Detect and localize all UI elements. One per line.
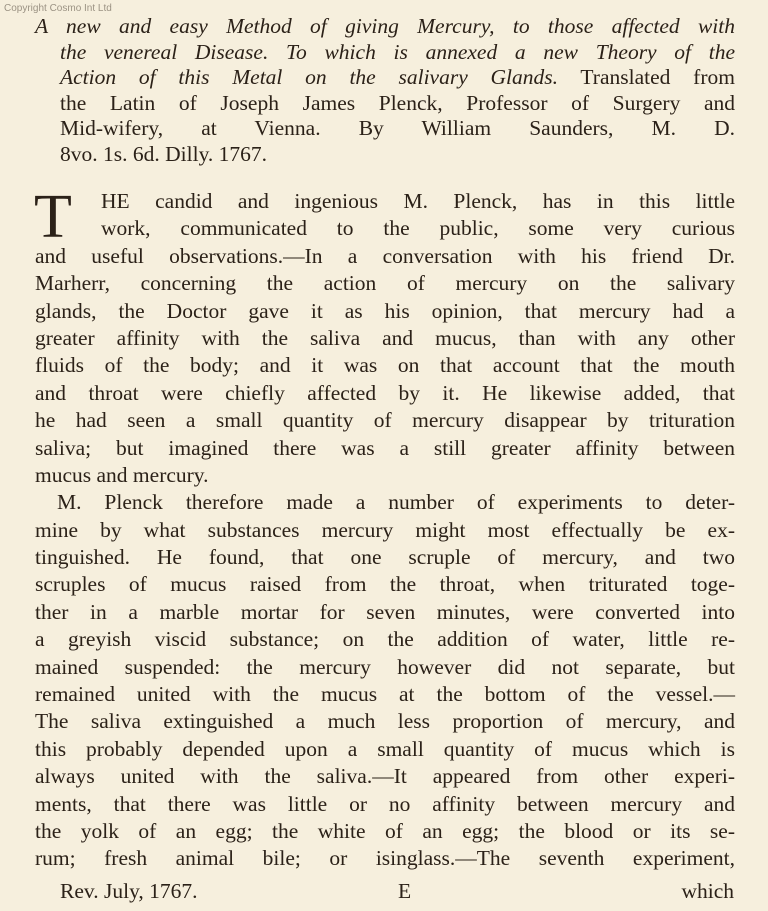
body-line: the yolk of an egg; the white of an egg; the blood or its se- (35, 818, 735, 843)
body-line: Marherr, concerning the action of mercury on the salivary (35, 271, 735, 296)
body-line: M. Plenck therefore made a number of experiments to deter- (57, 490, 735, 515)
title-line: 8vo. 1s. 6d. Dilly. 1767. (60, 141, 268, 166)
body-first-line: HE candid and ingenious M. Plenck, has in this little (101, 189, 735, 213)
page-footer (60, 876, 740, 906)
body-line: mained suspended: the mercury however did not separate, but (35, 654, 735, 679)
title-line: Mid-wifery, at Vienna. By William Saunders, M. D. (60, 116, 735, 141)
body-line: saliva; but imagined there was a still greater affinity between (35, 435, 735, 460)
drop-cap: T (34, 183, 72, 251)
body-line: mine by what substances mercury might most effectually be ex- (35, 517, 735, 542)
copyright-watermark: Copyright Cosmo Int Ltd (4, 3, 112, 14)
body-line: he had seen a small quantity of mercury disappear by trituration (35, 408, 735, 433)
review-title (35, 14, 735, 168)
body-line: always united with the saliva.—It appeared from other experi- (35, 764, 735, 789)
body-line: ther in a marble mortar for seven minutes, were converted into (35, 599, 735, 624)
title-line: the Latin of Joseph James Plenck, Professor of Surgery and (60, 90, 735, 115)
body-line: The saliva extinguished a much less proportion of mercury, and (35, 709, 735, 734)
body-line: tinguished. He found, that one scruple of mercury, and two (35, 545, 735, 570)
body-line: glands, the Doctor gave it as his opinion, that mercury had a (35, 298, 735, 323)
body-line: greater affinity with the saliva and mucus, than with any other (35, 325, 735, 350)
title-line (35, 65, 735, 91)
title-line: A new and easy Method of giving Mercury, to those affected with (35, 14, 735, 38)
signature-mark: E (398, 879, 412, 903)
body-line: work, communicated to the public, some very curious (101, 216, 735, 241)
body-line: this probably depended upon a small quantity of mucus which is (35, 736, 735, 761)
body-line: scruples of mucus raised from the throat, when triturated toge- (35, 572, 735, 597)
first-line-spacer (35, 188, 735, 215)
body-line: and throat were chiefly affected by it. He likewise added, that (35, 380, 735, 405)
title-line-roman: Translated from (580, 65, 735, 90)
body-line: ments, that there was little or no affinity between mercury and (35, 791, 735, 816)
body-line: rum; fresh animal bile; or isinglass.—The seventh experiment, (35, 846, 735, 871)
body-line: mucus and mercury. (35, 462, 209, 487)
running-head: Rev. July, 1767. (60, 879, 198, 903)
title-line: the venereal Disease. To which is annexed a new Theory of the (60, 39, 735, 64)
catchword: which (681, 879, 734, 903)
body-line: and useful observations.—In a conversation with his friend Dr. (35, 243, 735, 268)
title-line-italic: Action of this Metal on the salivary Glands. (60, 65, 559, 90)
article-body (34, 183, 735, 873)
body-line: a greyish viscid substance; on the addition of water, little re- (35, 627, 735, 652)
body-line: fluids of the body; and it was on that account that the mouth (35, 353, 735, 378)
body-line: remained united with the mucus at the bottom of the vessel.— (35, 682, 735, 707)
